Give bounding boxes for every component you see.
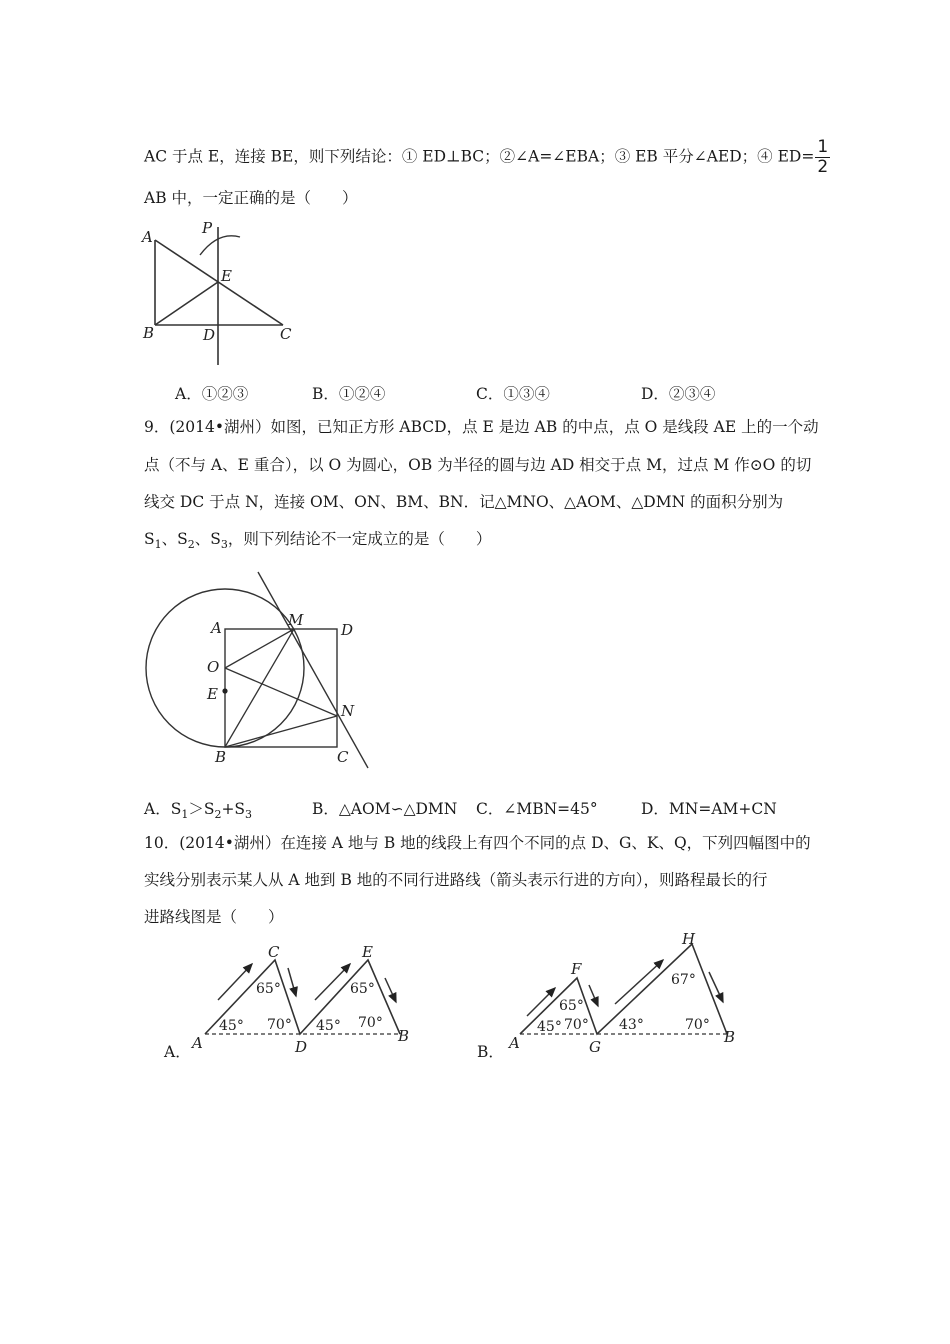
angle-70-d-left: 70° xyxy=(267,1017,292,1033)
fraction-numerator: 1 xyxy=(817,137,829,157)
s3-subscript: 3 xyxy=(220,538,228,552)
q8-statement-line1 xyxy=(144,138,830,177)
segment-OM xyxy=(225,629,294,668)
q9-option-a-sub3: 3 xyxy=(245,808,253,822)
label-D: D xyxy=(295,1038,308,1056)
label-A: A xyxy=(211,619,222,637)
s2-symbol: 、S xyxy=(161,530,188,548)
label-G: G xyxy=(589,1038,601,1056)
arrow-up-1 xyxy=(527,988,555,1016)
label-A: A xyxy=(509,1034,520,1052)
q9-option-a-prefix: A．S xyxy=(144,800,182,818)
label-B: B xyxy=(143,324,155,342)
label-C: C xyxy=(268,943,280,961)
angle-65-e: 65° xyxy=(350,981,375,997)
arrow-down-2 xyxy=(385,978,396,1002)
construction-arc xyxy=(200,236,240,255)
angle-67-h: 67° xyxy=(671,972,696,988)
tangent-line xyxy=(258,572,368,768)
arrow-up-2 xyxy=(615,960,663,1004)
label-E: E xyxy=(207,685,218,703)
q9-option-a-sub2: 2 xyxy=(214,808,222,822)
angle-65-f: 65° xyxy=(559,998,584,1014)
label-M: M xyxy=(288,611,304,629)
label-A: A xyxy=(142,228,153,246)
label-P: P xyxy=(202,219,213,237)
label-B: B xyxy=(724,1028,736,1046)
q9-statement-line1: 9．(2014•湖州）如图，已知正方形 ABCD，点 E 是边 AB 的中点，点 O 是线段 AE 上的一个动 xyxy=(144,418,819,436)
q9-statement-line2: 点（不与 A、E 重合），以 O 为圆心，OB 为半径的圆与边 AD 相交于点 M，过点 M 作⊙O 的切 xyxy=(144,456,812,474)
angle-70-b: 70° xyxy=(685,1017,710,1033)
arrow-up-1 xyxy=(218,964,252,1000)
label-B: B xyxy=(398,1027,410,1045)
label-E: E xyxy=(221,267,232,285)
angle-65-c: 65° xyxy=(256,981,281,997)
angle-45-a: 45° xyxy=(219,1018,244,1034)
q9-statement-line3: 线交 DC 于点 N，连接 OM、ON、BM、BN．记△MNO、△AOM、△DMN 的面积分别为 xyxy=(144,493,784,511)
q8-figure xyxy=(140,215,310,375)
label-A: A xyxy=(192,1034,203,1052)
s3-symbol: 、S xyxy=(194,530,221,548)
q10-option-a-label[interactable]: A． xyxy=(164,1043,191,1061)
square-ABCD xyxy=(225,629,337,747)
q10-figure-a xyxy=(190,940,420,1060)
q8-line1-text: AC 于点 E，连接 BE，则下列结论：① ED⊥BC；②∠A=∠EBA；③ EB 平分∠AED；④ ED= xyxy=(144,147,815,166)
label-C: C xyxy=(280,325,292,343)
q9-figure xyxy=(140,566,390,776)
q8-option-b[interactable]: B．①②④ xyxy=(312,385,386,403)
s1-subscript: 1 xyxy=(154,538,162,552)
label-O: O xyxy=(207,658,220,676)
q10-statement-line3: 进路线图是（ ） xyxy=(144,908,284,926)
q8-statement-line2: AB 中，一定正确的是（ ） xyxy=(144,189,358,207)
q9-option-a-plus: +S xyxy=(221,800,246,818)
label-D: D xyxy=(203,326,216,344)
label-C: C xyxy=(337,748,349,766)
q9-option-a[interactable] xyxy=(144,797,252,821)
q10-option-b-label[interactable]: B． xyxy=(477,1043,504,1061)
s1-symbol: S xyxy=(144,530,155,548)
angle-45-a: 45° xyxy=(537,1019,562,1035)
label-B: B xyxy=(215,748,227,766)
label-E: E xyxy=(362,943,373,961)
q10-statement-line2: 实线分别表示某人从 A 地到 B 地的不同行进路线（箭头表示行进的方向），则路程最长的行 xyxy=(144,871,768,889)
q9-line4-tail: ，则下列结论不一定成立的是（ ） xyxy=(227,530,492,548)
q10-figure-b xyxy=(505,930,745,1055)
segment-BM xyxy=(225,629,294,747)
label-F: F xyxy=(571,960,582,978)
segment-ON xyxy=(225,668,337,716)
q9-option-a-gt: ＞S xyxy=(188,800,215,818)
arrow-down-1 xyxy=(288,968,296,996)
q9-option-c[interactable]: C．∠MBN=45° xyxy=(476,800,598,818)
q8-option-c[interactable]: C．①③④ xyxy=(476,385,550,403)
label-N: N xyxy=(341,702,355,720)
arrow-down-2 xyxy=(709,972,723,1002)
point-E-dot xyxy=(222,688,227,693)
angle-70-b: 70° xyxy=(358,1015,383,1031)
angle-70-g: 70° xyxy=(564,1017,589,1033)
angle-43-g: 43° xyxy=(619,1017,644,1033)
fraction-denominator: 2 xyxy=(817,157,829,177)
q9-option-a-sub1: 1 xyxy=(181,808,189,822)
arrow-down-1 xyxy=(589,985,598,1006)
q9-statement-line4 xyxy=(144,528,491,556)
segment-BN xyxy=(225,716,337,747)
q10-statement-line1: 10．(2014•湖州）在连接 A 地与 B 地的线段上有四个不同的点 D、G、K、Q，下列四幅图中的 xyxy=(144,834,811,852)
label-D: D xyxy=(341,621,354,639)
segment-BE xyxy=(155,282,218,325)
label-H: H xyxy=(682,930,696,948)
q8-option-a[interactable]: A．①②③ xyxy=(175,385,249,403)
q9-option-d[interactable]: D．MN=AM+CN xyxy=(641,800,777,818)
s2-subscript: 2 xyxy=(187,538,195,552)
q9-option-b[interactable]: B．△AOM∽△DMN xyxy=(312,800,458,818)
fraction-one-half xyxy=(815,138,830,177)
arrow-up-2 xyxy=(315,964,350,1000)
angle-45-d-right: 45° xyxy=(316,1018,341,1034)
q8-option-d[interactable]: D．②③④ xyxy=(641,385,716,403)
